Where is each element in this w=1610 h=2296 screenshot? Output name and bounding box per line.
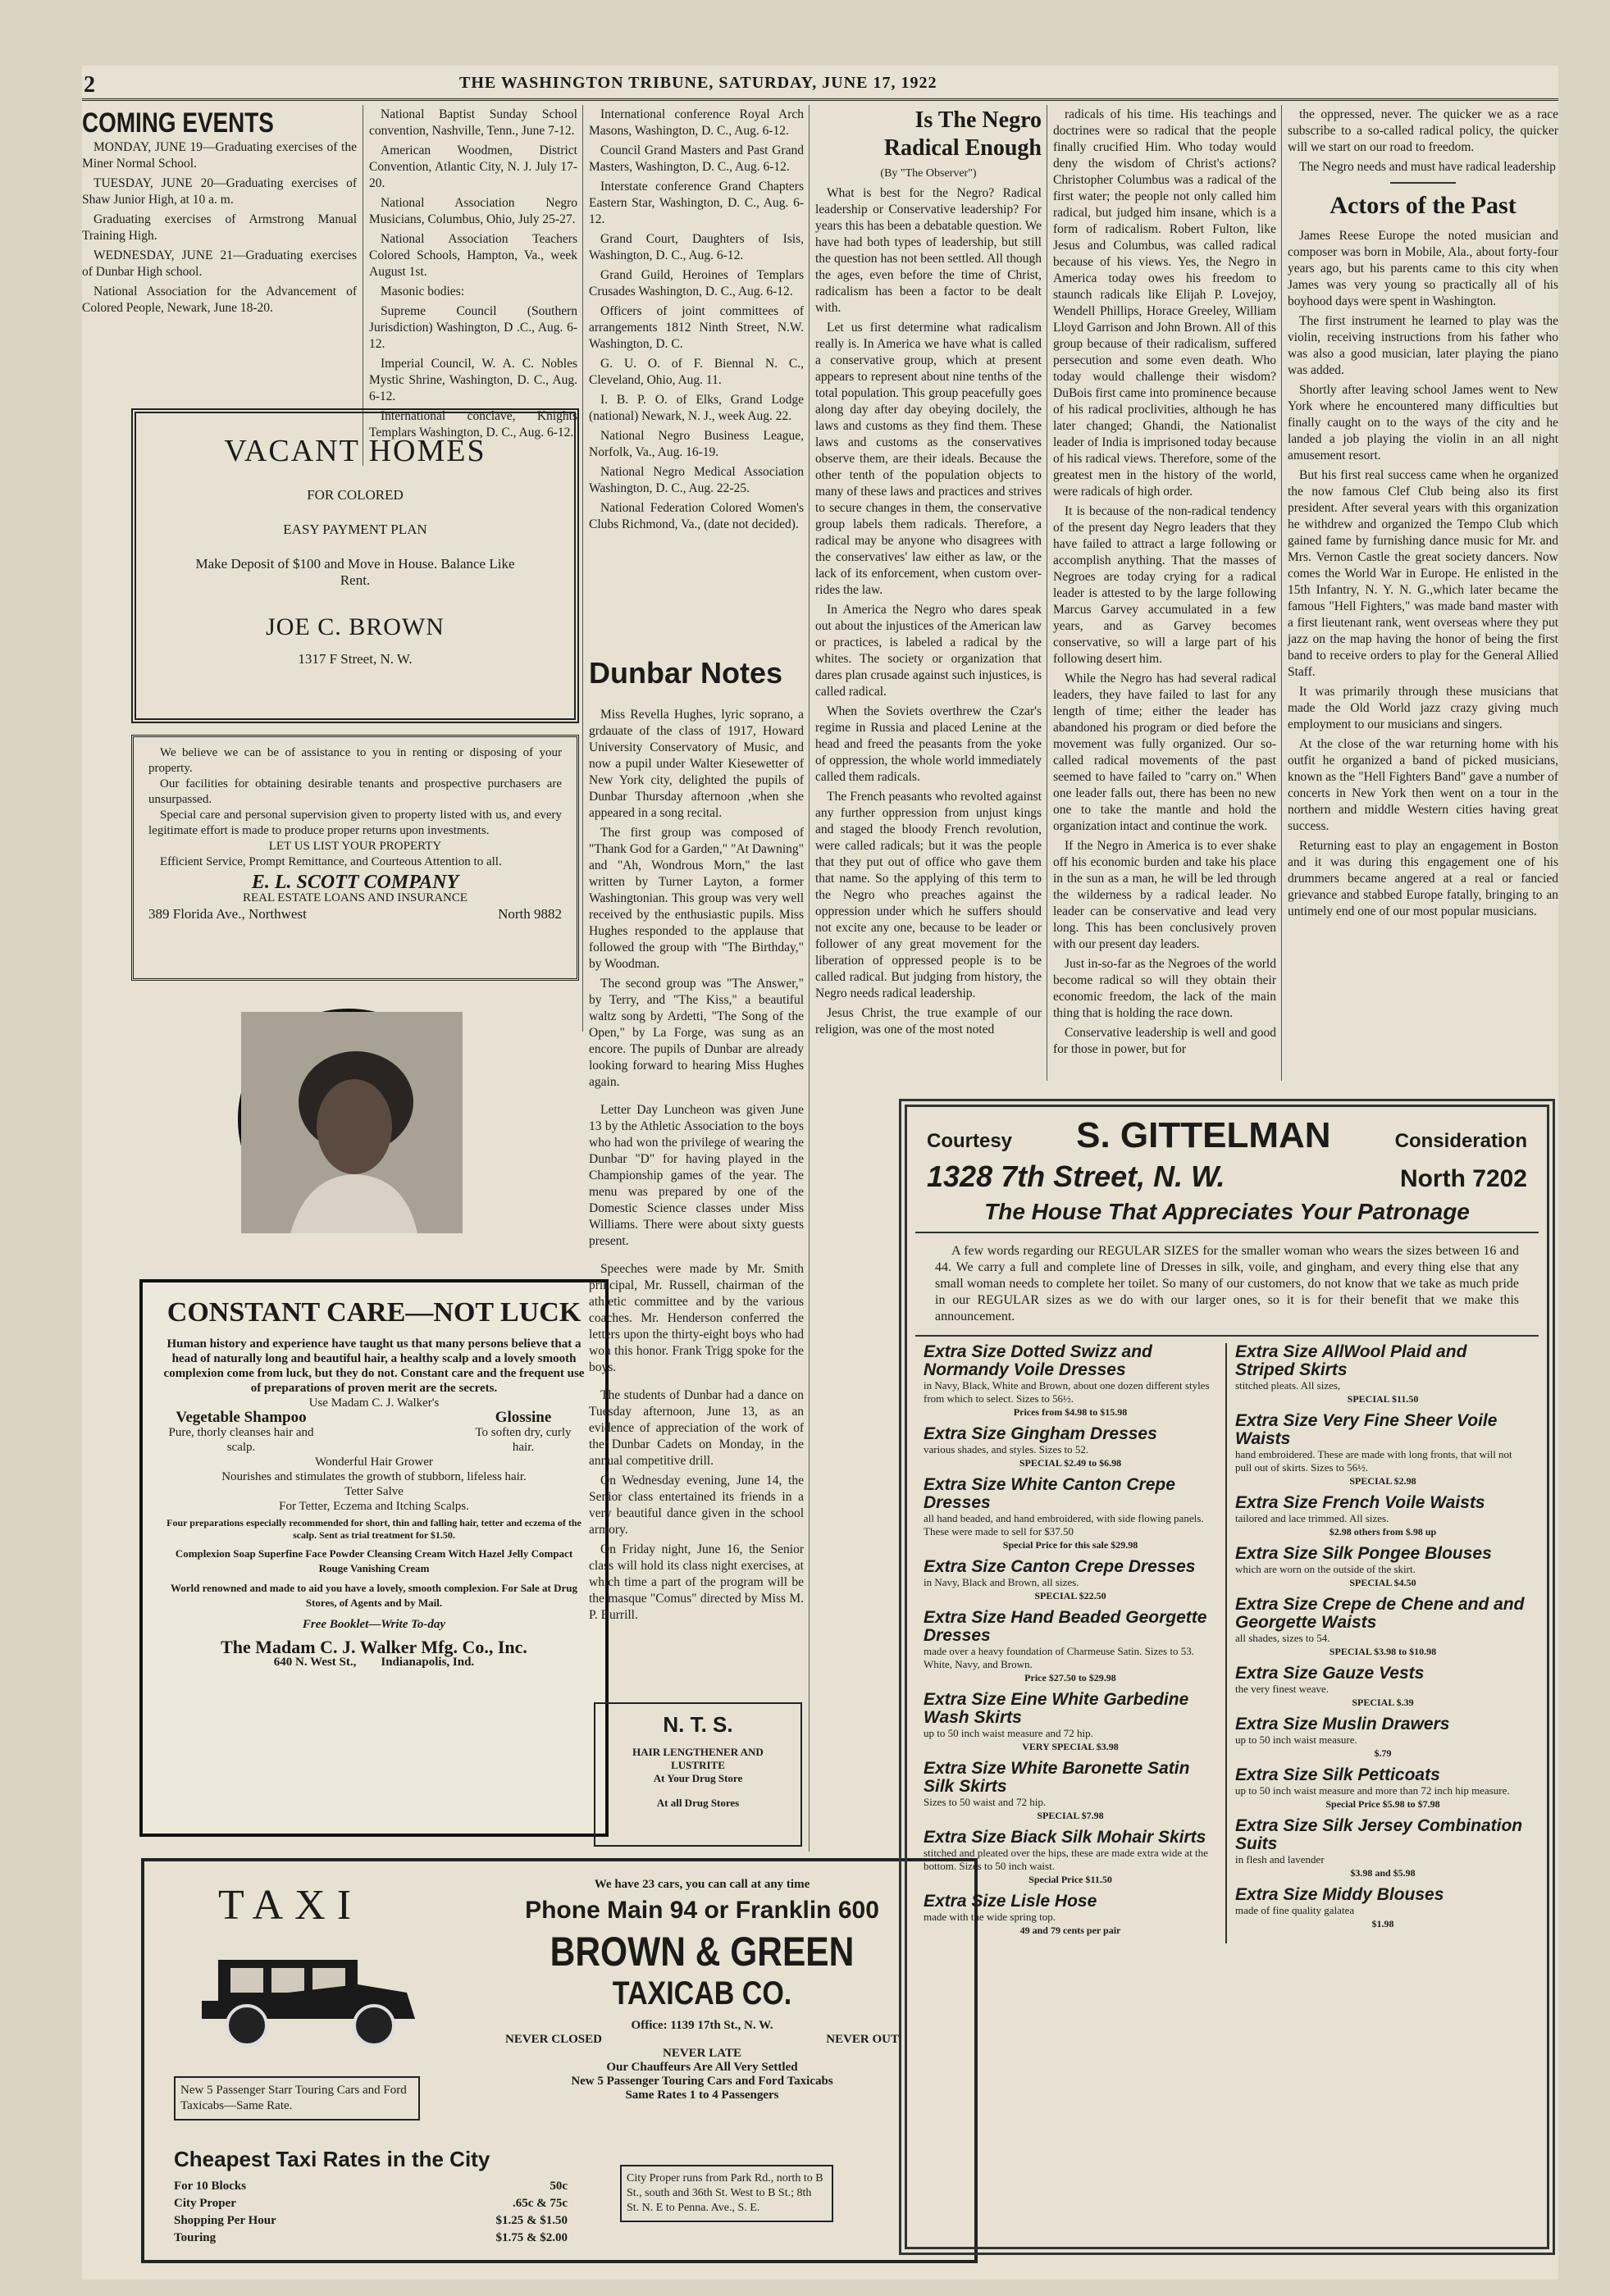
taxi-late: NEVER LATE — [663, 2047, 741, 2060]
taxi-rate-row: Shopping Per Hour $1.25 & $1.50 — [174, 2214, 568, 2227]
article-paragraph: If the Negro in America is to ever shake off his economic burden and take his place in the sun as a man, he will be led through the wilderness by a radical leader. No leader can be conservative and lead very long. This has been conclusively proven with our present day leaders. — [1053, 839, 1276, 951]
event-item: I. B. P. O. of Elks, Grand Lodge (national) Newark, N. J., week Aug. 22. — [589, 393, 804, 423]
scott-address: 389 Florida Ave., Northwest — [148, 906, 307, 922]
sale-item — [924, 1691, 1217, 1753]
scott-phone: North 9882 — [498, 906, 562, 922]
sale-item-desc: tailored and lace trimmed. All sizes. — [1235, 1512, 1389, 1524]
sale-item — [1235, 1766, 1530, 1811]
walker-address: 640 N. West St., Indianapolis, Ind. — [273, 1656, 475, 1669]
taxi-cheap: Cheapest Taxi Rates in the City — [174, 2147, 490, 2171]
taxi-city: City Proper runs from Park Rd., north to B St., south and 36th St. West to B St.; 8th St. N. E to Penna. Ave., S. E. — [620, 2165, 833, 2222]
event-item: Council Grand Masters and Past Grand Masters, Washington, D. C., Aug. 6-12. — [589, 144, 804, 174]
article-paragraph: But his first real success came when he organized the now famous Clef Club being also its first president. After several years with this organization he withdrew and organized the Tempo Club which gained fame by furnishing dance music for Mr. and Mrs. Vernon Castle the great society dancers. Now comes the World War in Europe. He enlisted in the 15th Infantry, N. Y. N. G.,which later became the famous "Hell Fighters," was made band master with a first lieutenant rank, went overseas where they put jazz on the map having the honor of being the first band to receive orders to play for the General Allied Staff. — [1288, 468, 1558, 679]
sale-item-desc: made of fine quality galatea — [1235, 1904, 1355, 1916]
scott-text: Our facilities for obtaining desirable tenants and prospective purchasers are unsurpassed. — [148, 777, 562, 806]
sale-item-price: $1.98 — [1371, 1918, 1394, 1929]
article-paragraph: The second group was "The Answer," by Terry, and "The Kiss," a beautiful waltz song by Ardetti, "The Song of the Open," by La Forge, was sung as an encore. The pupils of Dunbar are already looking forward to hearing Miss Hughes again. — [589, 977, 804, 1089]
vacant-homes-line: FOR COLORED — [307, 487, 404, 503]
article-paragraph: When the Soviets overthrew the Czar's regime in Russia and placed Lenine at the head and freed the peasants from the yoke of oppression, the whole world immediately called them radicals. — [815, 704, 1042, 784]
column-rule — [1281, 105, 1282, 1081]
sale-item-title: Extra Size White Canton Crepe Dresses — [924, 1475, 1175, 1512]
gittelman-name: S. GITTELMAN — [1076, 1115, 1331, 1155]
portrait-photo — [238, 1009, 459, 1230]
event-item: Officers of joint committees of arrangements 1812 Ninth Street, N.W. Washington, D. C. — [589, 304, 804, 351]
article-paragraph: On Friday night, June 16, the Senior class will hold its class night exercises, at which time a part of the program will be the masque "Comus" directed by Miss M. P. Burrill. — [589, 1542, 804, 1622]
sale-item-desc: hand embroidered. These are made with long fronts, that will not pull out of skirts. Sizes to 56½. — [1235, 1448, 1512, 1474]
sale-item-title: Extra Size Canton Crepe Dresses — [924, 1557, 1196, 1576]
sale-item-price: SPECIAL $2.49 to $6.98 — [1019, 1457, 1122, 1469]
taxi-name: BROWN & GREEN — [550, 1929, 855, 1975]
sale-item — [1235, 1343, 1530, 1405]
article-paragraph: The students of Dunbar had a dance on Tuesday afternoon, June 13, as an evidence of appreciation of the work of the Dunbar Cadets on Monday, in the annual competitive drill. — [589, 1388, 804, 1468]
newspaper-page — [82, 66, 1558, 2280]
event-item: G. U. O. of F. Biennal N. C., Cleveland, Ohio, Aug. 11. — [589, 357, 804, 387]
sale-item — [924, 1476, 1217, 1551]
article-paragraph: It is because of the non-radical tendency of the present day Negro leaders that they have failed to attract a large following or accomplish anything. That the masses of Negroes are today crying for a radical leader is attested to by the large following Marcus Garvey accumulated in a few years, and as Garvey becomes conservative, so will a large part of his following desert him. — [1053, 504, 1276, 666]
sale-item-title: Extra Size Dotted Swizz and Normandy Voile Dresses — [924, 1342, 1152, 1379]
taxi-closed: NEVER CLOSED — [505, 2033, 602, 2046]
article-paragraph: The first group was composed of "Thank God for a Garden," "At Dawning" and "Ah, Wondrous Morn," the last written by Turner Layton, a former Washingtonian. This group was very well received by the enthusiastic pupils. Miss Hughes responded to the applause that followed the group with "The Birthday," by Woodman. — [589, 826, 804, 971]
sale-item-title: Extra Size Lisle Hose — [924, 1892, 1097, 1911]
sale-item — [1235, 1494, 1530, 1538]
sale-item-title: Extra Size Middy Blouses — [1235, 1885, 1444, 1904]
sale-item — [1235, 1817, 1530, 1879]
taxi-word: TAXI — [218, 1882, 363, 1929]
taxi-phone: Phone Main 94 or Franklin 600 — [525, 1897, 879, 1924]
sale-item — [1235, 1665, 1530, 1709]
taxi-rate-table — [174, 2178, 568, 2247]
walker-title: CONSTANT CARE—NOT LUCK — [166, 1297, 582, 1328]
sale-item-price: Prices from $4.98 to $15.98 — [1013, 1406, 1128, 1418]
event-item: International conference Royal Arch Masons, Washington, D. C., Aug. 6-12. — [589, 107, 804, 138]
scott-text: LET US LIST YOUR PROPERTY — [268, 840, 442, 853]
page-number: 2 — [84, 72, 95, 98]
coming-events-col2 — [369, 107, 577, 440]
vacant-homes-ad — [131, 408, 579, 723]
gittelman-consideration: Consideration — [1394, 1130, 1527, 1152]
sale-item-price: Special Price $5.98 to $7.98 — [1325, 1798, 1440, 1810]
article-paragraph: On Wednesday evening, June 14, the Senior class entertained its friends in a very beautiful dance given in the school armory. — [589, 1474, 804, 1537]
sale-item-title: Extra Size White Baronette Satin Silk Skirts — [924, 1759, 1190, 1796]
sale-item-desc: up to 50 inch waist measure. — [1235, 1733, 1357, 1746]
article-paragraph: Just in-so-far as the Negroes of the world become radical so will they obtain their economic freedom, the lack of the main thing that is holding the race down. — [1053, 957, 1276, 1020]
article-paragraph: The French peasants who revolted against any further oppression from unjust kings and staged the bloody French revolution, were called radicals; but it was the people that they put out of office who gave them that name. So the applying of this term to the Negro who preaches against the oppression under which he suffers should not excite any one, because to be leader or follower of any great movement for the liberation of oppressed people is to be called radical. But judging from history, the Negro needs radical leadership. — [815, 790, 1042, 1000]
event-item: Graduating exercises of Armstrong Manual Training High. — [82, 212, 357, 243]
taxi-chauffeurs: Our Chauffeurs Are All Very Settled — [606, 2061, 798, 2074]
walker-products: Complexion Soap Superfine Face Powder Cleansing Cream Witch Hazel Jelly Compact Rouge Vanishing Cream — [175, 1547, 573, 1574]
sale-item-desc: various shades, and styles. Sizes to 52. — [924, 1443, 1089, 1456]
article-paragraph: Miss Revella Hughes, lyric soprano, a grdauate of the class of 1917, Howard University Conservatory of Music, and now a pupil under Walter Kiesewetter of New York city, delighted the pupils of Dunbar Thursday afternoon ,when she appeared in a song recital. — [589, 708, 804, 820]
sale-item-price: SPECIAL $7.98 — [1037, 1810, 1104, 1821]
sale-item-desc: in flesh and lavender — [1235, 1853, 1325, 1866]
sale-item-price: Special Price $11.50 — [1028, 1874, 1112, 1885]
sale-item-title: Extra Size Muslin Drawers — [1235, 1715, 1450, 1733]
event-item: Supreme Council (Southern Jurisdiction) Washington, D .C., Aug. 6-12. — [369, 304, 577, 351]
sale-item-price: 49 and 79 cents per pair — [1019, 1925, 1121, 1936]
sale-item — [924, 1425, 1217, 1469]
walker-world: World renowned and made to aid you have a lovely, smooth complexion. For Sale at Drug Stores, of Agents and by Mail. — [170, 1582, 578, 1609]
article-paragraph: The Negro needs and must have radical leadership — [1299, 160, 1556, 174]
sale-item — [924, 1893, 1217, 1937]
gittelman-ad — [899, 1099, 1555, 2255]
walker-grower-desc: Nourishes and stimulates the growth of stubborn, lifeless hair. — [221, 1470, 527, 1483]
taxi-new: New 5 Passenger Touring Cars and Ford Taxicabs — [571, 2075, 833, 2088]
article-paragraph: Jesus Christ, the true example of our religion, was one of the most noted — [815, 1006, 1042, 1036]
scott-name: E. L. SCOTT COMPANY — [251, 872, 459, 893]
walker-tetter: Tetter Salve — [344, 1485, 404, 1498]
sale-item — [924, 1760, 1217, 1822]
dunbar-notes — [589, 656, 804, 1681]
gittelman-intro: A few words regarding our REGULAR SIZES for the smaller woman who wears the sizes between 16 and 44. We carry a full and complete line of Dresses in silk, voile, and gingham, and every thing else that any small woman needs to complete her toilet. So many of our customers, do not know that we take as much pride in our REGULAR sizes as we do with our larger ones, so it is for their benefit that we make this announcement. — [915, 1233, 1539, 1337]
sale-item-price: SPECIAL $3.98 to $10.98 — [1329, 1646, 1437, 1657]
walker-use: Use Madam C. J. Walker's — [308, 1396, 440, 1410]
walker-grower: Wonderful Hair Grower — [315, 1456, 433, 1469]
sale-item-title: Extra Size Silk Jersey Combination Suits — [1235, 1816, 1523, 1853]
gittelman-phone: North 7202 — [1399, 1165, 1527, 1192]
vacant-homes-line: Make Deposit of $100 and Move in House. Balance Like Rent. — [195, 556, 515, 588]
taxi-ad — [141, 1858, 978, 2263]
sale-item — [924, 1829, 1217, 1886]
negro-title-2: Radical Enough — [883, 135, 1042, 161]
article-paragraph: At the close of the war returning home with his outfit he organized a band of picked musicians, known as the "Hell Fighters Band" gave a number of concerts in New York then went on a tour in the northern and middle Western cities having great success. — [1288, 737, 1558, 833]
event-item: National Negro Business League, Norfolk, Va., Aug. 16-19. — [589, 429, 804, 459]
taxi-rate-row: City Proper .65c & 75c — [174, 2197, 568, 2210]
article-paragraph: Speeches were made by Mr. Smith principal, Mr. Russell, chairman of the athletic committee and by the various coaches. Mr. Henderson conferred the letters upon the thirty-eight boys who had won this honor. Frank Trigg spoke for the boys. — [589, 1262, 804, 1374]
walker-product-desc: To soften dry, curly hair. — [475, 1426, 572, 1454]
event-item: TUESDAY, JUNE 20—Graduating exercises of Shaw Junior High, at 10 a. m. — [82, 176, 357, 207]
event-item: Grand Guild, Heroines of Templars Crusades Washington, D. C., Aug. 6-12. — [589, 268, 804, 298]
negro-article-col2 — [1053, 107, 1276, 1056]
sale-item-desc: in Navy, Black and Brown, all sizes. — [924, 1576, 1079, 1588]
article-paragraph: the oppressed, never. The quicker we as a race subscribe to a so-called radical policy, the quicker will we start on our road to freedom. — [1288, 107, 1558, 154]
article-paragraph: James Reese Europe the noted musician and composer was born in Mobile, Ala., about forty-four years ago, but his parents came to this city when James was very young so practically all of his boyhood days were spent in Washington. — [1288, 229, 1558, 308]
taxi-box-note: New 5 Passenger Starr Touring Cars and Ford Taxicabs—Same Rate. — [174, 2076, 420, 2121]
sale-item-title: Extra Size Gauze Vests — [1235, 1664, 1425, 1683]
sale-item-price: $.79 — [1374, 1747, 1392, 1759]
event-item: National Association for the Advancement of Colored People, Newark, June 18-20. — [82, 285, 357, 315]
sale-item-price: SPECIAL $.39 — [1352, 1697, 1414, 1708]
vacant-homes-address: 1317 F Street, N. W. — [298, 651, 413, 667]
sale-item-title: Extra Size Silk Petticoats — [1235, 1765, 1440, 1784]
event-item: National Baptist Sunday School convention, Nashville, Tenn., June 7-12. — [369, 107, 577, 138]
sale-item-desc: the very finest weave. — [1235, 1683, 1330, 1695]
masthead-rule — [82, 98, 1558, 101]
woman-portrait-icon — [241, 1012, 463, 1233]
article-paragraph: While the Negro has had several radical leaders, they have failed to last for any length of time; either the leader has abandoned his program or died before the movement was fully organized. Our so-called radical movements of the past seemed to have failed to "carry on." When one leader falls out, there has been no new one to take the mantle and hold the organization intact and continue the work. — [1053, 672, 1276, 833]
sale-item-desc: stitched and pleated over the hips, these are made extra wide at the bottom. Sizes to 50 inch waist. — [924, 1847, 1208, 1872]
article-paragraph: In America the Negro who dares speak out about the injustices of the American law or practices, is labeled a radical by the whites. The society or organization that dares plan crusade against such injustices, is called radical. — [815, 603, 1042, 699]
sale-item-desc: made over a heavy foundation of Charmeuse Satin. Sizes to 53. White, Navy, and Brown. — [924, 1645, 1194, 1670]
walker-intro: Human history and experience have taught us that many persons believe that a head of naturally long and beautiful hair, a healthy scalp and a lovely smooth complexion come from luck, but they do not. Constant care and the frequent use of preparations of proven merit are the secrets. — [163, 1337, 585, 1395]
event-item: Masonic bodies: — [381, 285, 465, 298]
sale-item-price: SPECIAL $2.98 — [1349, 1475, 1416, 1487]
sale-item-title: Extra Size Silk Pongee Blouses — [1235, 1544, 1492, 1563]
sale-item-desc: in Navy, Black, White and Brown, about one dozen different styles from which to select. Sizes to 56½. — [924, 1379, 1210, 1405]
coming-events-col3 — [589, 107, 804, 648]
actors-title: Actors of the Past — [1330, 192, 1517, 219]
event-item: Grand Court, Daughters of Isis, Washington, D. C., Aug. 6-12. — [589, 232, 804, 262]
sale-item-desc: stitched pleats. All sizes, — [1235, 1379, 1341, 1392]
event-item: National Negro Medical Association Washington, D. C., Aug. 22-25. — [589, 465, 804, 495]
event-item: International conclave, Knights Templars Washington, D. C., Aug. 6-12. — [369, 409, 577, 440]
sale-item — [924, 1343, 1217, 1419]
sale-item-price: Price $27.50 to $29.98 — [1024, 1672, 1116, 1683]
article-paragraph: Conservative leadership is well and good for those in power, but for — [1053, 1026, 1276, 1056]
taxi-rates: Same Rates 1 to 4 Passengers — [625, 2089, 779, 2102]
gittelman-tagline: The House That Appreciates Your Patronage — [915, 1199, 1539, 1233]
sale-item — [1235, 1545, 1530, 1589]
article-paragraph: Returning east to play an engagement in Boston and it was during this engagement one of his drummers became angered at a real or fancied grievance and stabbed Europe fatally, bringing to an untimely end one of our most popular musicians. — [1288, 839, 1558, 918]
actors-article — [1288, 107, 1558, 1041]
sale-item-price: SPECIAL $4.50 — [1349, 1577, 1416, 1588]
gittelman-left-list — [915, 1343, 1227, 1943]
walker-ad — [139, 1279, 609, 1837]
article-paragraph: Letter Day Luncheon was given June 13 by the Athletic Association to the boys who had won the privilege of wearing the Dunbar "D" for having played in the Championship games of the year. The menu was prepared by one of the Domestic Science classes under Miss Williams. There were about sixty guests present. — [589, 1103, 804, 1248]
vacant-homes-name: JOE C. BROWN — [266, 613, 445, 640]
scott-company-ad — [131, 735, 579, 981]
sale-item-desc: made with the wide spring top. — [924, 1911, 1056, 1923]
scott-text: We believe we can be of assistance to you in renting or disposing of your property. — [148, 746, 562, 775]
event-item: MONDAY, JUNE 19—Graduating exercises of the Miner Normal School. — [82, 140, 357, 171]
walker-free: Free Booklet—Write To-day — [302, 1618, 446, 1631]
scott-text: Efficient Service, Prompt Remittance, and Courteous Attention to all. — [160, 855, 502, 868]
sale-item-desc: all hand beaded, and hand embroidered, with side flowing panels. These were made to sell for $37.50 — [924, 1512, 1204, 1538]
article-paragraph: The first instrument he learned to play was the violin, receiving instructions from his father who was also a good musician, later playing the piano was added. — [1288, 314, 1558, 377]
sale-item — [924, 1558, 1217, 1602]
taxi-car-icon — [185, 1943, 431, 2058]
event-item: American Woodmen, District Convention, Atlantic City, N. J. July 17-20. — [369, 144, 577, 190]
taxi-co: TAXICAB CO. — [612, 1975, 792, 2011]
taxi-rate-row: Touring $1.75 & $2.00 — [174, 2231, 568, 2244]
nts-ad — [594, 1702, 802, 1847]
vacant-homes-title: VACANT HOMES — [224, 434, 486, 468]
sale-item-price: VERY SPECIAL $3.98 — [1022, 1741, 1119, 1752]
masthead: THE WASHINGTON TRIBUNE, SATURDAY, JUNE 17, 1922 — [459, 74, 937, 92]
taxi-cars: We have 23 cars, you can call at any time — [594, 1878, 810, 1891]
sale-item-desc: Sizes to 50 waist and 72 hip. — [924, 1796, 1047, 1808]
sale-item-desc: up to 50 inch waist measure and more than 72 inch hip measure. — [1235, 1784, 1510, 1797]
sale-item-price: SPECIAL $11.50 — [1347, 1393, 1419, 1405]
sale-item-price: Special Price for this sale $29.98 — [1002, 1539, 1138, 1551]
sale-item-price: SPECIAL $22.50 — [1034, 1590, 1106, 1601]
walker-product-desc: Pure, thorly cleanses hair and scalp. — [168, 1426, 314, 1454]
negro-article-col1 — [815, 107, 1042, 1041]
negro-byline: (By "The Observer") — [880, 167, 977, 180]
taxi-office: Office: 1139 17th St., N. W. — [631, 2019, 773, 2032]
event-item: National Association Teachers Colored Schools, Hampton, Va., week August 1st. — [369, 232, 577, 279]
sale-item-title: Extra Size Biack Silk Mohair Skirts — [924, 1828, 1206, 1847]
sale-item — [1235, 1715, 1530, 1760]
article-paragraph: radicals of his time. His teachings and doctrines were so radical that the people finally crucified Him. Who today would deny the wisdom of Christ's actions? Christopher Columbus was a radical of the first water; the people not only called him radical, but judged him insane, which is a form of radicalism. Robert Fulton, like Jesus and Columbus, was called radical because of his views. Yes, the Negro in America today owes his freedom to staunch radicals like Elijah P. Lovejoy, Wendell Phillips, Horace Greeley, William Lloyd Garrison and John Brown. All of this group because of their radicalism, suffered persecution and some even death. Who today would challenge their wisdom? DuBois first came into prominence because of his radical proclivities, although he has later changed; Ghandi, the Nationalist leader of India is imprisoned today because of his radical views. Therefore, some of the greatest men in the history of the world, were radicals of high order. — [1053, 107, 1276, 499]
dunbar-title: Dunbar Notes — [589, 656, 783, 690]
sale-item-title: Extra Size Eine White Garbedine Wash Skirts — [924, 1690, 1189, 1727]
vacant-homes-line: EASY PAYMENT PLAN — [283, 522, 427, 537]
column-rule — [809, 105, 810, 1852]
sale-item-price: $2.98 others from $.98 up — [1329, 1526, 1437, 1538]
nts-line: HAIR LENGTHENER AND LUSTRITE — [632, 1746, 764, 1771]
sale-item-title: Extra Size Gingham Dresses — [924, 1424, 1157, 1443]
sale-item-price: $3.98 and $5.98 — [1350, 1867, 1416, 1879]
sale-item-desc: which are worn on the outside of the skirt. — [1235, 1563, 1416, 1575]
scott-text: Special care and personal supervision given to property listed with us, and every legitimate effort is made to produce proper returns upon investments. — [148, 809, 562, 837]
negro-title-1: Is The Negro — [914, 107, 1042, 133]
sale-item-desc: up to 50 inch waist measure and 72 hip. — [924, 1727, 1093, 1739]
taxi-out: NEVER OUT — [826, 2033, 899, 2046]
nts-line: At Your Drug Store — [653, 1772, 743, 1784]
sale-item-desc: all shades, sizes to 54. — [1235, 1632, 1330, 1644]
sale-item-title: Extra Size AllWool Plaid and Striped Skirts — [1235, 1342, 1467, 1379]
walker-tetter-desc: For Tetter, Eczema and Itching Scalps. — [279, 1500, 469, 1513]
coming-events-col1 — [82, 107, 357, 426]
nts-line: At all Drug Stores — [656, 1797, 740, 1809]
coming-events-title: COMING EVENTS — [82, 107, 274, 139]
article-paragraph: It was primarily through these musicians that made the Old World jazz crazy giving much employment to our musicians and singers. — [1288, 685, 1558, 731]
sale-item-title: Extra Size Hand Beaded Georgette Dresses — [924, 1608, 1207, 1645]
sale-item-title: Extra Size Very Fine Sheer Voile Waists — [1235, 1411, 1498, 1448]
article-paragraph: What is best for the Negro? Radical leadership or Conservative leadership? For years this has been a debatable question. We have had both types of leadership, but still the question has not been settled. All though the ages, even before the time of Christ, radicalism has been a factor to be dealt with. — [815, 186, 1042, 315]
walker-product-name: Vegetable Shampoo — [176, 1409, 307, 1426]
walker-company: The Madam C. J. Walker Mfg. Co., Inc. — [221, 1637, 527, 1657]
sale-item-title: Extra Size French Voile Waists — [1235, 1493, 1485, 1512]
event-item: Imperial Council, W. A. C. Nobles Mystic Shrine, Washington, D. C., Aug. 6-12. — [369, 357, 577, 403]
sale-item — [924, 1609, 1217, 1684]
sale-item — [1235, 1412, 1530, 1487]
taxi-rate-row: For 10 Blocks 50c — [174, 2180, 568, 2193]
article-paragraph: Shortly after leaving school James went to New York where he encountered many difficulties but finally caught on to the ways of the city and he landed a job playing the violin in an all night amusement resort. — [1288, 383, 1558, 462]
event-item: Interstate conference Grand Chapters Eastern Star, Washington, D. C., Aug. 6-12. — [589, 180, 804, 226]
column-rule — [582, 105, 583, 1032]
sale-item-title: Extra Size Crepe de Chene and and Georgette Waists — [1235, 1595, 1525, 1632]
article-paragraph: Let us first determine what radicalism really is. In America we have what is called a conservative group, which at present appears to represent about nine tenths of the total population. This group peacefully goes along day after day obeying docilely, the laws and customs as they find them. These laws and customs as the conservatives observe them, are their ideals. Because the other tenth of the population objects to many of these laws and practices and strives to secure changes in them, the conservative group labels them radicals. Therefore, a radical may be anyone who disagrees with the conservatives' law either as law, or the lack of its enforcement, when custom over-rides the law. — [815, 321, 1042, 597]
walker-offer: Four preparations especially recommended for short, thin and falling hair, tetter and eczema of the scalp. Sent as trial treatment for $1.50. — [166, 1517, 582, 1541]
event-item: National Association Negro Musicians, Columbus, Ohio, July 25-27. — [369, 196, 577, 226]
gittelman-right-list — [1227, 1343, 1539, 1943]
scott-line: REAL ESTATE LOANS AND INSURANCE — [242, 891, 468, 904]
gittelman-address: 1328 7th Street, N. W. — [927, 1159, 1225, 1193]
sale-item — [1235, 1596, 1530, 1658]
nts-title: N. T. S. — [663, 1712, 733, 1737]
gittelman-courtesy: Courtesy — [927, 1130, 1013, 1152]
sale-item — [1235, 1886, 1530, 1930]
event-item: National Federation Colored Women's Clubs Richmond, Va., (date not decided). — [589, 501, 804, 531]
event-item: WEDNESDAY, JUNE 21—Graduating exercises of Dunbar High school. — [82, 248, 357, 279]
walker-product-name: Glossine — [495, 1409, 552, 1426]
